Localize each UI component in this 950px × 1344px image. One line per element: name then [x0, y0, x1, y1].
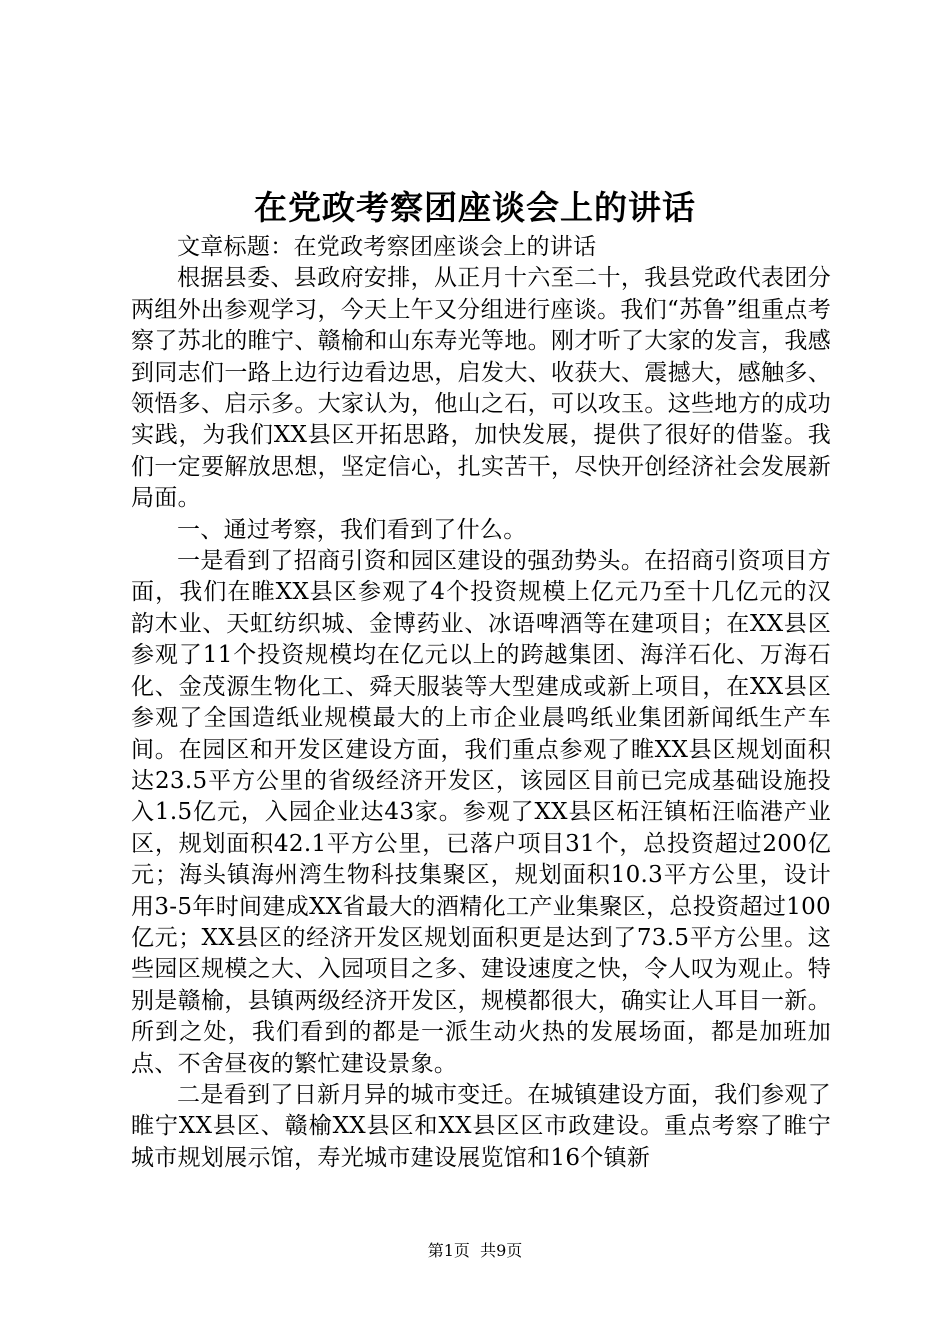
- paragraph-intro: 根据县委、县政府安排，从正月十六至二十，我县党政代表团分两组外出参观学习，今天上午又分组进行座谈。我们“苏鲁”组重点考察了苏北的睢宁、赣榆和山东寿光等地。刚才听了大家的发言，我感到同志们一路上边行边看边思，启发大、收获大、震撼大，感触多、领悟多、启示多。大家认为，他山之石，可以攻玉。这些地方的成功实践，为我们XX县区开拓思路，加快发展，提供了很好的借鉴。我们一定要解放思想，坚定信心，扎实苦干，尽快开创经济社会发展新局面。: [131, 265, 831, 512]
- document-body: [131, 232, 831, 1174]
- document-title: 在党政考察团座谈会上的讲话: [254, 188, 696, 227]
- page-number: 第1页: [427, 1241, 470, 1260]
- section-heading-1: 一、通过考察，我们看到了什么。: [177, 516, 527, 543]
- paragraph-investment: 一是看到了招商引资和园区建设的强劲势头。在招商引资项目方面，我们在睢XX县区参观了4个投资规模上亿元乃至十几亿元的汉韵木业、天虹纺织城、金博药业、冰语啤酒等在建项目；在XX县区参观了11个投资规模均在亿元以上的跨越集团、海洋石化、万海石化、金茂源生物化工、舜天服装等大型建成或新上项目，在XX县区参观了全国造纸业规模最大的上市企业晨鸣纸业集团新闻纸生产车间。在园区和开发区建设方面，我们重点参观了睢XX县区规划面积达23.5平方公里的省级经济开发区，该园区目前已完成基础设施投入1.5亿元，入园企业达43家。参观了XX县区柘汪镇柘汪临港产业区，规划面积42.1平方公里，已落户项目31个，总投资超过200亿元；海头镇海州湾生物科技集聚区，规划面积10.3平方公里，设计用3-5年时间建成XX省最大的酒精化工产业集聚区，总投资超过100亿元；XX县区的经济开发区规划面积更是达到了73.5平方公里。这些园区规模之大、入园项目之多、建设速度之快，令人叹为观止。特别是赣榆，县镇两级经济开发区，规模都很大，确实让人耳目一新。所到之处，我们看到的都是一派生动火热的发展场面，都是加班加点、不舍昼夜的繁忙建设景象。: [131, 548, 831, 1077]
- page-total: 共9页: [480, 1241, 523, 1260]
- article-title-line: 文章标题：在党政考察团座谈会上的讲话: [177, 234, 597, 260]
- paragraph-city-change: 二是看到了日新月异的城市变迁。在城镇建设方面，我们参观了睢宁XX县区、赣榆XX县区和XX县区区市政建设。重点考察了睢宁城市规划展示馆，寿光城市建设展览馆和16个镇新: [131, 1081, 831, 1171]
- page-footer: [0, 1240, 950, 1262]
